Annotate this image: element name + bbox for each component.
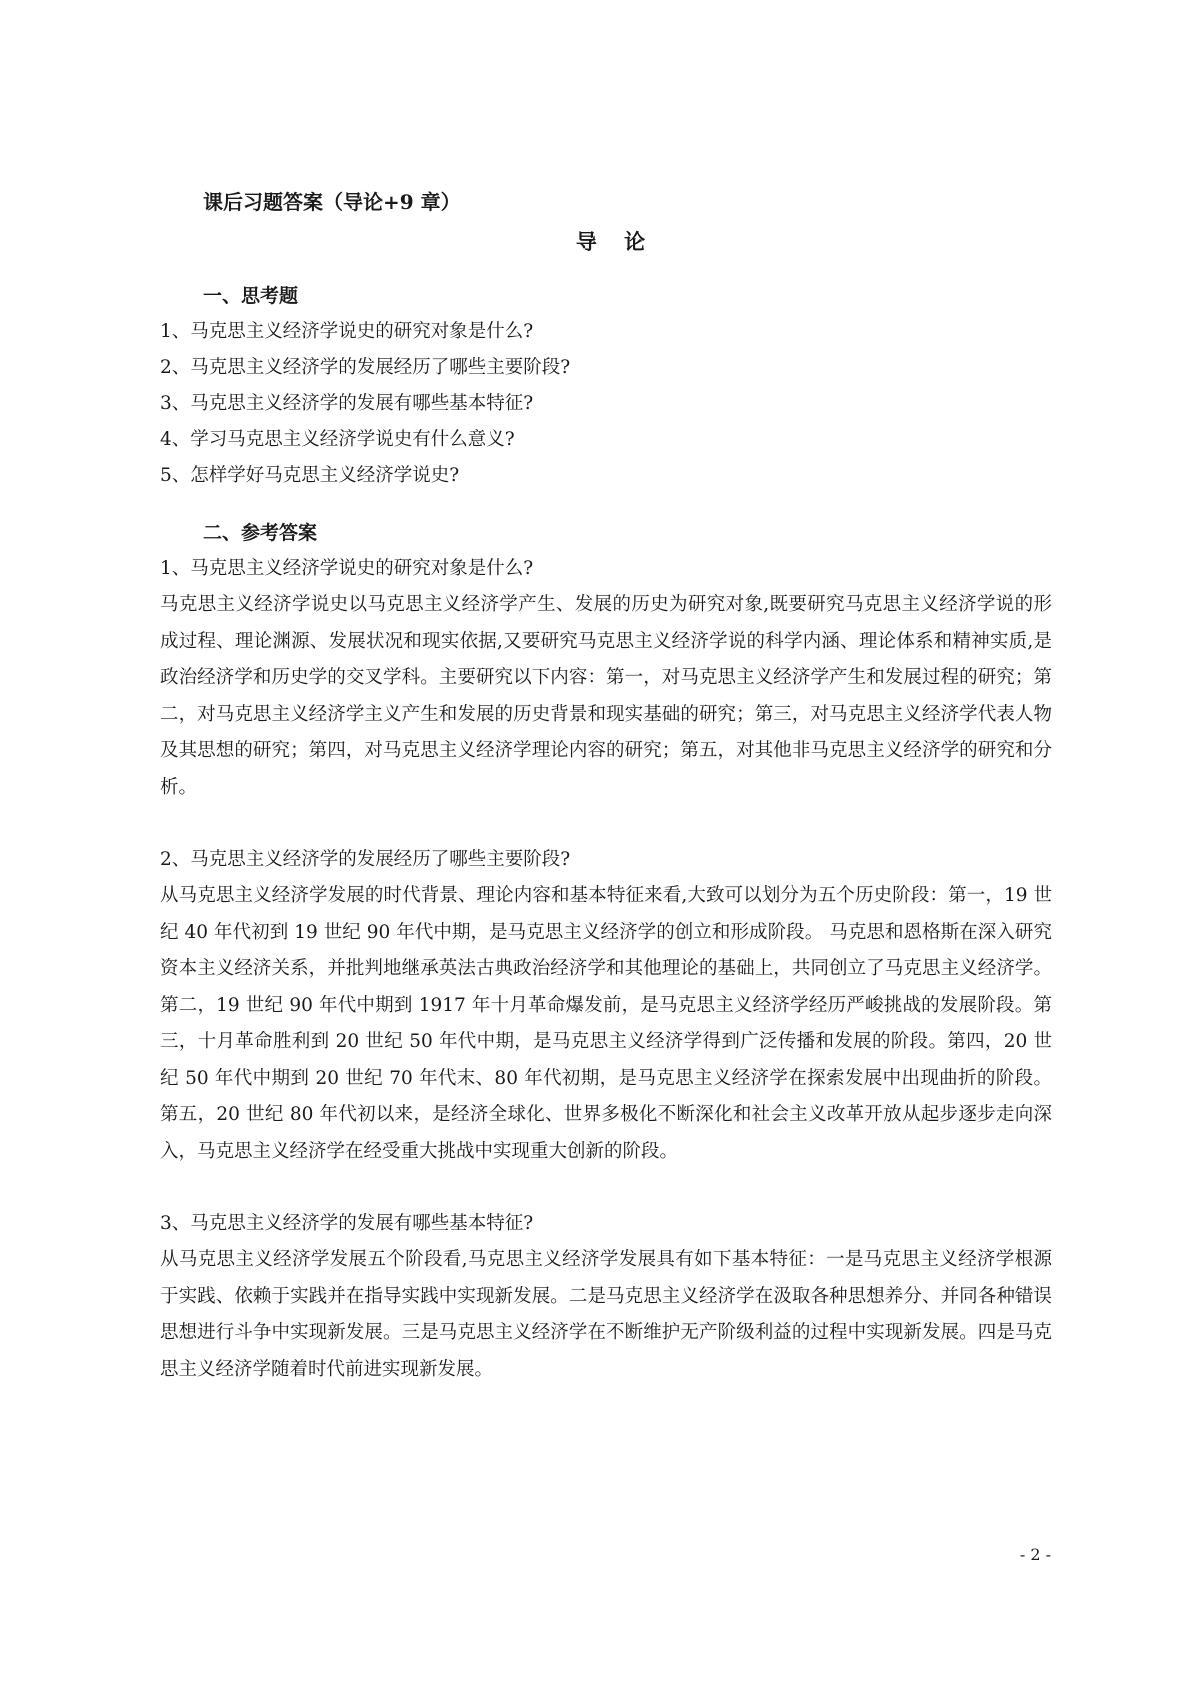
answer-question: 2、马克思主义经济学的发展经历了哪些主要阶段? bbox=[160, 849, 571, 870]
chapter-title: 导 论 bbox=[575, 229, 656, 254]
answer-text: 从马克思主义经济学发展的时代背景、理论内容和基本特征来看,大致可以划分为五个历史阶段：第一，19 世纪 40 年代初到 19 世纪 90 年代中期，是马克思主义经济学的创立和形成阶段。 马克思和恩格斯在深入研究资本主义经济关系，并批判地继承英法古典政治经济学和其他理论的基础上，共同创立了马克思主义经济学。第二，19 世纪 90 年代中期到 1917 年十月革命爆发前，是马克思主义经济学经历严峻挑战的发展阶段。第三，十月革命胜利到 20 世纪 50 年代中期，是马克思主义经济学得到广泛传播和发展的阶段。第四，20 世纪 50 年代中期到 20 世纪 70 年代末、80 年代初期，是马克思主义经济学在探索发展中出现曲折的阶段。第五，20 世纪 80 年代初以来，是经济全球化、世界多极化不断深化和社会主义改革开放从起步逐步走向深入，马克思主义经济学在经受重大挑战中实现重大创新的阶段。 bbox=[160, 885, 1052, 1162]
question-item: 1、马克思主义经济学说史的研究对象是什么? bbox=[160, 321, 534, 342]
page-number: - 2 - bbox=[1019, 1545, 1051, 1564]
question-item: 4、学习马克思主义经济学说史有什么意义? bbox=[160, 429, 515, 450]
questions-heading: 一、思考题 bbox=[203, 285, 299, 307]
answer-block bbox=[160, 551, 1052, 806]
document-title: 课后习题答案（导论+9 章） bbox=[203, 190, 461, 214]
question-item: 2、马克思主义经济学的发展经历了哪些主要阶段? bbox=[160, 357, 571, 378]
answer-block bbox=[160, 1206, 1052, 1388]
block-spacer bbox=[160, 1170, 1052, 1206]
answers-section bbox=[160, 515, 1052, 1388]
answers-heading: 二、参考答案 bbox=[203, 522, 318, 544]
answer-block bbox=[160, 842, 1052, 1170]
question-item: 3、马克思主义经济学的发展有哪些基本特征? bbox=[160, 393, 534, 414]
answer-text: 从马克思主义经济学发展五个阶段看,马克思主义经济学发展具有如下基本特征：一是马克思主义经济学根源于实践、依赖于实践并在指导实践中实现新发展。二是马克思主义经济学在汲取各种思想养分、并同各种错误思想进行斗争中实现新发展。三是马克思主义经济学在不断维护无产阶级利益的过程中实现新发展。四是马克思主义经济学随着时代前进实现新发展。 bbox=[160, 1249, 1052, 1380]
question-item: 5、怎样学好马克思主义经济学说史? bbox=[160, 465, 460, 486]
answer-question: 3、马克思主义经济学的发展有哪些基本特征? bbox=[160, 1213, 534, 1234]
questions-section bbox=[160, 278, 1052, 494]
answer-question: 1、马克思主义经济学说史的研究对象是什么? bbox=[160, 558, 534, 579]
block-spacer bbox=[160, 806, 1052, 842]
answer-text: 马克思主义经济学说史以马克思主义经济学产生、发展的历史为研究对象,既要研究马克思主义经济学说的形成过程、理论渊源、发展状况和现实依据,又要研究马克思主义经济学说的科学内涵、理论体系和精神实质,是政治经济学和历史学的交叉学科。主要研究以下内容：第一，对马克思主义经济学产生和发展过程的研究；第二，对马克思主义经济学主义产生和发展的历史背景和现实基础的研究；第三，对马克思主义经济学代表人物及其思想的研究；第四，对马克思主义经济学理论内容的研究；第五，对其他非马克思主义经济学的研究和分析。 bbox=[160, 594, 1052, 798]
